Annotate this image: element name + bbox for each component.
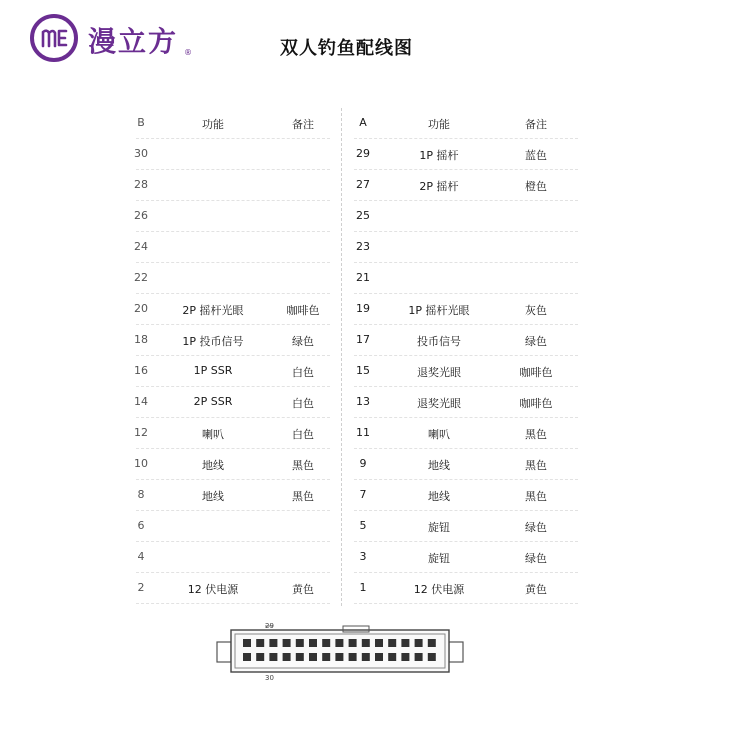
table-row: [128, 263, 338, 294]
pin-number: 3: [359, 550, 367, 563]
table-row: [346, 201, 586, 232]
connector-pin: [428, 653, 436, 661]
pin-number: 28: [134, 178, 148, 191]
connector-pin: [415, 639, 423, 647]
pin-number: 23: [356, 240, 370, 253]
pin-function: 地线: [202, 459, 224, 472]
pin-number: 19: [356, 302, 370, 315]
pin-number: 6: [137, 519, 145, 532]
table-row: [128, 542, 338, 573]
pin-function: 地线: [428, 490, 450, 503]
connector-pin: [388, 653, 396, 661]
pin-number: 11: [356, 426, 370, 439]
connector-pin: [269, 653, 277, 661]
connector-pin: [256, 639, 264, 647]
pin-number: 4: [137, 550, 145, 563]
pin-number: 14: [134, 395, 148, 408]
pin-number: 25: [356, 209, 370, 222]
pin-function: 退奖光眼: [417, 397, 461, 410]
pin-function: 2P SSR: [193, 395, 233, 408]
connector-pin: [401, 639, 409, 647]
table-row: [346, 511, 586, 542]
pin-number: 9: [359, 457, 367, 470]
connector-pin: [349, 639, 357, 647]
table-row: [346, 480, 586, 511]
pin-function: 地线: [202, 490, 224, 503]
pin-function: 12 伏电源: [187, 583, 239, 596]
wire-color: 咖啡色: [286, 304, 320, 317]
table-row: [128, 325, 338, 356]
table-row: [346, 573, 586, 604]
pin-number: 18: [134, 333, 148, 346]
connector-pin: [388, 639, 396, 647]
header-function: 功能: [202, 118, 224, 131]
pin-number: 17: [356, 333, 370, 346]
table-row: [128, 201, 338, 232]
pin-number: 27: [356, 178, 370, 191]
wire-color: 橙色: [525, 180, 547, 193]
connector-pin: [415, 653, 423, 661]
pin-function: 投币信号: [417, 335, 461, 348]
pin-function: 旋钮: [428, 521, 450, 534]
table-header-row: [128, 108, 338, 139]
wire-color: 绿色: [525, 521, 547, 534]
wire-color: 白色: [292, 397, 314, 410]
table-row: [346, 263, 586, 294]
wire-color: 白色: [292, 428, 314, 441]
wire-color: 咖啡色: [519, 366, 553, 379]
table-row: [346, 542, 586, 573]
table-divider: [341, 108, 343, 606]
pin-number: 13: [356, 395, 370, 408]
table-row: [346, 356, 586, 387]
wire-color: 黑色: [525, 428, 547, 441]
table-row: [128, 294, 338, 325]
pin-function: 2P 摇杆: [419, 180, 459, 193]
pin-number: 8: [137, 488, 145, 501]
connector-pin: [309, 639, 317, 647]
table-row: [128, 573, 338, 604]
table-row: [128, 387, 338, 418]
table-row: [346, 294, 586, 325]
pin-function: 喇叭: [202, 428, 224, 441]
table-row: [128, 356, 338, 387]
pin-number: 1: [359, 581, 367, 594]
pin-function: 1P SSR: [193, 364, 233, 377]
table-row: [128, 480, 338, 511]
table-row: [346, 139, 586, 170]
wire-color: 黄色: [525, 583, 547, 596]
table-row: [346, 325, 586, 356]
pin-function: 喇叭: [428, 428, 450, 441]
pin-function: 1P 摇杆光眼: [408, 304, 470, 317]
mlf-logo-icon: [30, 14, 78, 62]
brand-name: 漫立方: [88, 25, 179, 58]
connector-pin: [428, 639, 436, 647]
pin-number: 21: [356, 271, 370, 284]
brand-logo: [30, 14, 200, 66]
connector-pin: [322, 653, 330, 661]
connector-pin: [335, 639, 343, 647]
wire-color: 黑色: [525, 490, 547, 503]
pin-table-b: [128, 108, 338, 606]
connector-pin: [283, 653, 291, 661]
pin-number: 20: [134, 302, 148, 315]
header-pin: A: [359, 116, 367, 129]
pin-function: 2P 摇杆光眼: [182, 304, 244, 317]
wire-color: 黄色: [292, 583, 314, 596]
registered-mark: ®: [184, 48, 192, 57]
wire-color: 绿色: [292, 335, 314, 348]
connector-pin: [375, 639, 383, 647]
connector-pin: [283, 639, 291, 647]
connector-label-bottom: 30: [265, 674, 274, 682]
pin-number: 22: [134, 271, 148, 284]
table-row: [346, 418, 586, 449]
wire-color: 咖啡色: [519, 397, 553, 410]
wire-color: 绿色: [525, 552, 547, 565]
document-title: 双人钓鱼配线图: [280, 38, 413, 59]
connector-pin: [335, 653, 343, 661]
wire-color: 绿色: [525, 335, 547, 348]
connector-pin: [296, 653, 304, 661]
pin-number: 16: [134, 364, 148, 377]
pin-number: 10: [134, 457, 148, 470]
table-row: [128, 449, 338, 480]
table-row: [346, 232, 586, 263]
pin-number: 5: [359, 519, 367, 532]
pin-number: 24: [134, 240, 148, 253]
table-row: [346, 170, 586, 201]
connector-pin: [401, 653, 409, 661]
table-row: [128, 139, 338, 170]
wire-color: 黑色: [292, 459, 314, 472]
header-note: 备注: [292, 118, 314, 131]
header-function: 功能: [428, 118, 450, 131]
connector-pin: [362, 653, 370, 661]
wire-color: 灰色: [525, 304, 547, 317]
connector-pin: [309, 653, 317, 661]
connector-pin: [322, 639, 330, 647]
connector-pin: [243, 653, 251, 661]
header-pin: B: [137, 116, 145, 129]
pin-number: 29: [356, 147, 370, 160]
connector-pin: [349, 653, 357, 661]
table-row: [128, 511, 338, 542]
pin-function: 地线: [428, 459, 450, 472]
wire-color: 蓝色: [525, 149, 547, 162]
pin-number: 12: [134, 426, 148, 439]
wire-connector-icon: [215, 620, 465, 682]
pin-function: 退奖光眼: [417, 366, 461, 379]
table-header-row: [346, 108, 586, 139]
connector-pin: [256, 653, 264, 661]
pin-number: 2: [137, 581, 145, 594]
table-row: [128, 418, 338, 449]
connector-pin: [296, 639, 304, 647]
table-row: [128, 170, 338, 201]
pin-table-a: [346, 108, 586, 606]
pin-function: 1P 投币信号: [182, 335, 244, 348]
table-row: [128, 232, 338, 263]
wire-color: 黑色: [292, 490, 314, 503]
pin-number: 26: [134, 209, 148, 222]
header-note: 备注: [525, 118, 547, 131]
connector-pin: [362, 639, 370, 647]
table-row: [346, 387, 586, 418]
connector-pin: [243, 639, 251, 647]
pin-function: 12 伏电源: [413, 583, 465, 596]
table-row: [346, 449, 586, 480]
pin-function: 旋钮: [428, 552, 450, 565]
pin-number: 7: [359, 488, 367, 501]
pin-function: 1P 摇杆: [419, 149, 459, 162]
pin-number: 15: [356, 364, 370, 377]
wire-color: 白色: [292, 366, 314, 379]
pin-number: 30: [134, 147, 148, 160]
connector-pin: [375, 653, 383, 661]
wire-color: 黑色: [525, 459, 547, 472]
connector-label-top: 29: [265, 622, 274, 630]
connector-pin: [269, 639, 277, 647]
